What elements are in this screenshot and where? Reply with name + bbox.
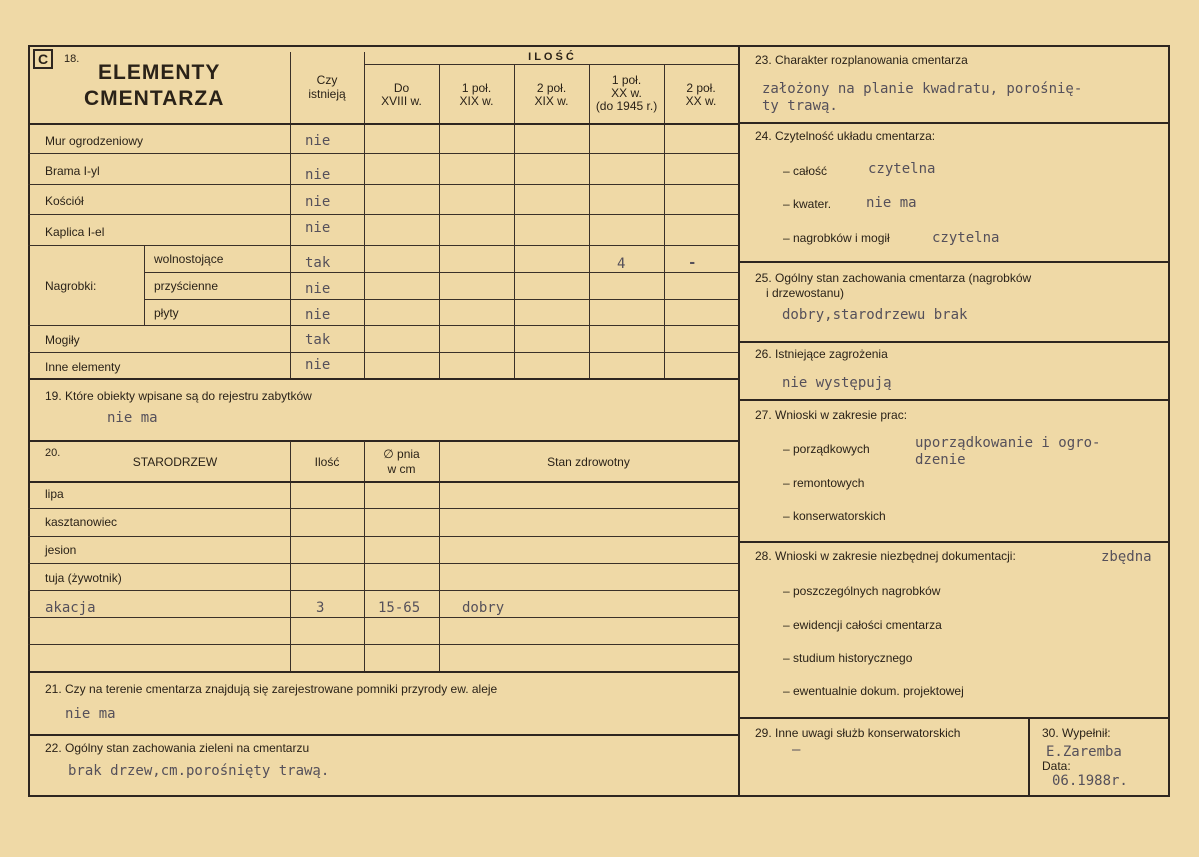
row-value: nie [305,133,331,149]
filled-by-name: E.Zaremba [1046,744,1122,760]
grid-line [28,123,738,125]
section-label: 22. Ogólny stan zachowania zieleni na cmentarzu [45,741,310,755]
section-value: nie ma [107,410,158,426]
section-label: 23. Charakter rozplanowania cmentarza [755,53,968,67]
tree-name: akacja [45,600,96,616]
item-label: – konserwatorskich [783,509,886,523]
item-label: – porządkowych [783,442,870,456]
date-value: 06.1988r. [1052,773,1128,789]
section-number: 18. [64,53,80,65]
row-value: nie [305,307,331,323]
section-label: 19. Które obiekty wpisane są do rejestru zabytków [45,389,312,403]
item-label: – ewentualnie dokum. projektowej [783,684,964,698]
column-header: (do 1945 r.) [595,99,658,113]
column-header: 2 poł. [536,81,567,95]
item-label: – kwater. [783,197,832,211]
section-label: 25. Ogólny stan zachowania cmentarza (nagrobków [755,271,1032,285]
column-header: ∅ pnia [383,447,420,461]
row-value: nie [305,220,331,236]
column-header: Do [393,81,410,95]
column-group-header: I L O Ś Ć [528,51,574,63]
item-label: – całość [783,164,828,178]
section-label: 29. Inne uwagi służb konserwatorskich [755,726,961,740]
column-header: XIX w. [534,94,569,108]
item-label: – remontowych [783,476,865,490]
row-value: nie [305,167,331,183]
item-value: czytelna [868,161,936,177]
column-header: 1 poł. [461,81,492,95]
section-value: brak drzew,cm.porośnięty trawą. [68,763,330,779]
row-value: - [688,255,697,271]
section-label: 26. Istniejące zagrożenia [755,347,888,361]
tree-value: 15-65 [378,600,421,616]
tree-value: dobry [462,600,505,616]
section-value: – [792,742,801,758]
column-header: Stan zdrowotny [547,455,630,469]
row-value: 4 [617,256,626,272]
column-header: 1 poł. [611,73,642,87]
section-label: 30. Wypełnił: [1042,726,1111,740]
item-value: czytelna [932,230,1000,246]
item-value: dzenie [915,452,966,468]
tree-name: tuja (żywotnik) [45,571,122,585]
item-label: – poszczególnych nagrobków [783,584,941,598]
section-title: ELEMENTY [98,61,221,84]
date-label: Data: [1042,759,1071,773]
item-label: – studium historycznego [783,651,913,665]
column-header: XVIII w. [381,94,422,108]
row-label: Kaplica I-el [45,225,105,239]
section-label: 21. Czy na terenie cmentarza znajdują się zarejestrowane pomniki przyrody ew. aleje [45,682,498,696]
column-header: Czy [316,73,338,87]
tree-value: 3 [316,600,325,616]
grid-line [664,64,665,378]
grid-line [439,64,440,378]
section-label: 28. Wnioski w zakresie niezbędnej dokumentacji: [755,549,1016,563]
row-label: Brama I-yl [45,164,100,178]
column-header: 2 poł. [686,81,716,95]
section-label: 27. Wnioski w zakresie prac: [755,408,908,422]
row-label: Mur ogrodzeniowy [45,134,144,148]
section-value: nie ma [65,706,116,722]
section-title: CMENTARZA [84,87,225,110]
row-value: nie [305,281,331,297]
row-value: tak [305,255,331,271]
grid-line [514,64,515,378]
column-header: w cm [387,462,416,476]
section-value: zbędna [1101,549,1152,565]
tree-name: lipa [45,487,64,501]
grid-line [364,64,738,65]
row-label: Inne elementy [45,360,121,374]
row-value: tak [305,332,331,348]
tree-name: kasztanowiec [45,515,118,529]
column-header: XIX w. [459,94,494,108]
section-label: i drzewostanu) [766,286,845,300]
tree-name: jesion [45,543,77,557]
grid-line [144,245,145,325]
card-letter-box: C [33,49,53,69]
row-label: płyty [154,306,179,320]
section-value: nie występują [782,375,892,391]
item-value: nie ma [866,195,917,211]
item-label: – nagrobków i mogił [783,231,890,245]
item-label: – ewidencji całości cmentarza [783,618,942,632]
column-header: XX w. [611,86,642,100]
section-number: 20. [45,447,61,459]
row-value: nie [305,357,331,373]
row-label: Mogiły [45,333,80,347]
column-divider [738,45,740,797]
row-label: Nagrobki: [45,279,97,293]
section-title: STARODRZEW [132,455,218,469]
row-label: Kościół [45,194,84,208]
column-header: istnieją [308,87,346,101]
column-header: Ilość [314,455,340,469]
item-value: uporządkowanie i ogro- [915,435,1101,451]
section-label: 24. Czytelność układu cmentarza: [755,129,936,143]
section-value: założony na planie kwadratu, porośnię- [762,81,1083,97]
row-value: nie [305,194,331,210]
row-label: przyścienne [154,279,219,293]
section-value: ty trawą. [762,98,838,114]
column-header: XX w. [685,94,717,108]
section-value: dobry,starodrzewu brak [782,307,968,323]
row-label: wolnostojące [154,252,224,266]
